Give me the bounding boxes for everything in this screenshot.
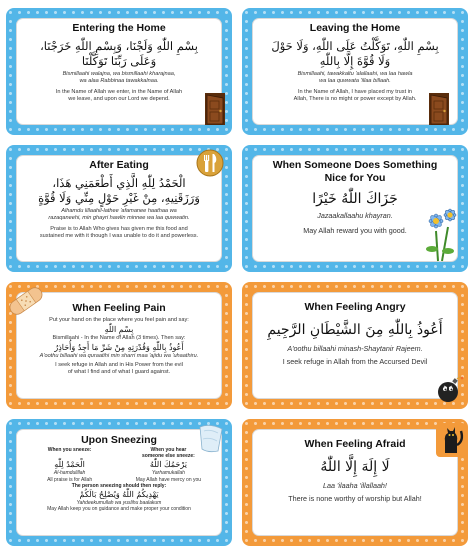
card-title: Leaving the Home — [309, 22, 401, 34]
english-line: Allah, There is no might or power except by Allah. — [293, 96, 417, 102]
card-someone-nice — [242, 145, 468, 272]
english-line: May Allah have mercy on you — [135, 476, 202, 483]
instruction-text: Put your hand on the place where you feel pain and say: — [49, 317, 189, 323]
column-heading: When you hear — [150, 447, 187, 453]
arabic-line: الْحَمْدُ لِلّٰهِ الَّذِي أَطْعَمَنِي هَذَا، — [52, 176, 186, 190]
card-title: Nice for You — [324, 172, 386, 184]
card-title: When Feeling Afraid — [304, 438, 406, 450]
transliteration-line: wa laa quwwata 'illaa billaah. — [319, 78, 391, 84]
transliteration-line: Bismillaahi walajna, wa bismillaahi kharajnaa, — [62, 71, 176, 77]
column-heading: someone else sneeze: — [142, 453, 195, 460]
arabic-line: وَلَا قُوَّةَ إِلَّا بِاللّٰهِ — [319, 54, 391, 68]
card-upon-sneezing — [6, 419, 232, 546]
english-line: we leave, and upon our Lord we depend. — [68, 96, 170, 102]
card-title: Entering the Home — [72, 22, 166, 34]
card-title: When Feeling Pain — [72, 302, 166, 314]
card-after-eating — [6, 145, 232, 272]
instruction-text: Bismillaahi - In the Name of Allah (3 times). Then say: — [52, 335, 186, 341]
arabic-line: جَزَاكَ اللّٰهُ خَيْرًا — [312, 191, 398, 207]
card-title: Upon Sneezing — [81, 434, 157, 446]
arabic-line: بِسْمِ اللّٰهِ، تَوَكَّلْتُ عَلَى اللّٰهِ، وَلَا حَوْلَ — [271, 39, 439, 53]
english-line: sustained me with it though I was unable to do it and powerless. — [39, 233, 199, 239]
english-line: In the Name of Allah we enter, in the Name of Allah — [55, 89, 183, 95]
arabic-line: الْحَمْدُ لِلّٰهِ — [54, 460, 85, 470]
arabic-line: بِسْمِ اللّٰهِ — [104, 325, 134, 334]
transliteration-line: Laa 'ilaaha 'illallaah! — [323, 481, 387, 490]
english-line: I seek refuge in Allah from the Accursed Devil — [282, 357, 428, 366]
transliteration-line: Al-hamdulillah — [53, 470, 86, 477]
card-feeling-pain — [6, 282, 232, 409]
english-line: All praise is for Allah — [47, 476, 93, 483]
arabic-line: يَهْدِيكُمُ اللّٰهُ وَيُصْلِحُ بَالَكُمْ — [79, 490, 159, 500]
card-panel — [16, 18, 222, 125]
card-panel — [16, 429, 222, 536]
english-line: There is none worthy of worship but Allah! — [288, 494, 422, 503]
bandage-icon — [6, 284, 46, 318]
bomb-icon — [436, 376, 464, 404]
card-entering-home — [6, 8, 232, 135]
door-icon — [428, 92, 452, 126]
transliteration-line: Jazaakallaahu khayran. — [317, 211, 393, 220]
arabic-line: وَرَزَقَنِيهِ، مِنْ غَيْرِ حَوْلٍ مِنِّي وَلَا قُوَّةٍ — [38, 191, 200, 205]
fork-knife-icon — [196, 149, 224, 177]
cat-icon — [436, 423, 466, 457]
tissue-icon — [194, 421, 228, 455]
card-panel — [16, 155, 222, 262]
card-leaving-home — [242, 8, 468, 135]
card-panel — [252, 429, 458, 536]
english-line: of what I find and of what I guard against. — [67, 369, 171, 375]
english-line: May Allah reward you with good. — [303, 226, 407, 235]
column-heading: When you sneeze: — [47, 447, 92, 453]
card-title: When Feeling Angry — [304, 301, 406, 313]
arabic-line: بِسْمِ اللّٰهِ وَلَجْنَا، وَبِسْمِ اللّٰهِ خَرَجْنَا، — [40, 39, 198, 53]
arabic-line: أَعُوذُ بِاللّٰهِ وَقُدْرَتِهِ مِنْ شَرِّ مَا أَجِدُ وَأُحَاذِرُ — [54, 343, 184, 352]
sneeze-columns — [22, 447, 216, 483]
card-feeling-angry — [242, 282, 468, 409]
reply-heading: The person sneezing should then reply: — [71, 482, 167, 489]
transliteration-line: A'oothu billaahi wa quraatihi min sharri maa 'ajidu wa 'uhaathiru. — [39, 353, 199, 359]
arabic-line: وَعَلَى رَبِّنَا تَوَكَّلْنَا — [81, 54, 157, 68]
transliteration-line: Bismillaahi, tawakkaltu 'alallaahi, wa laa hawla — [297, 71, 413, 77]
transliteration-line: Yahdeekumullah wa yuslihu baalakum — [76, 500, 162, 507]
english-line: I seek refuge in Allah and in His Power from the evil — [55, 362, 183, 368]
door-icon — [204, 92, 228, 126]
transliteration-line: Yarhamukallah — [151, 470, 185, 477]
sneeze-left-column — [24, 447, 115, 483]
card-panel — [16, 292, 222, 399]
transliteration-line: wa alaa Rabbinaa tawakkalnaa. — [79, 78, 159, 84]
arabic-line: أَعُوذُ بِاللّٰهِ مِنَ الشَّيْطَانِ الرَّجِيمِ — [267, 322, 443, 338]
transliteration-line: A'oothu billaahi minash-Shaytanir Rajeem. — [287, 344, 423, 353]
english-line: May Allah keep you on guidance and make proper your condition — [47, 506, 191, 513]
transliteration-line: razaqaneehi, min ghayri hawlin minnee wa laa quwwatin. — [48, 215, 190, 221]
card-title: After Eating — [89, 159, 149, 171]
card-title: When Someone Does Something — [272, 159, 438, 171]
flower-icon — [418, 201, 462, 263]
arabic-line: لَا إِلَهَ إِلَّا اللّٰهُ — [320, 459, 390, 475]
english-line: In the Name of Allah, I have placed my trust in — [297, 89, 413, 95]
card-feeling-afraid — [242, 419, 468, 546]
english-line: Praise is to Allah Who gives has given me this food and — [50, 226, 188, 232]
card-panel — [252, 292, 458, 399]
arabic-line: يَرْحَمُكَ اللّٰهُ — [149, 460, 187, 470]
transliteration-line: Alhamdu lillaahil-lathee 'afamanee haathaa wa — [61, 208, 177, 214]
